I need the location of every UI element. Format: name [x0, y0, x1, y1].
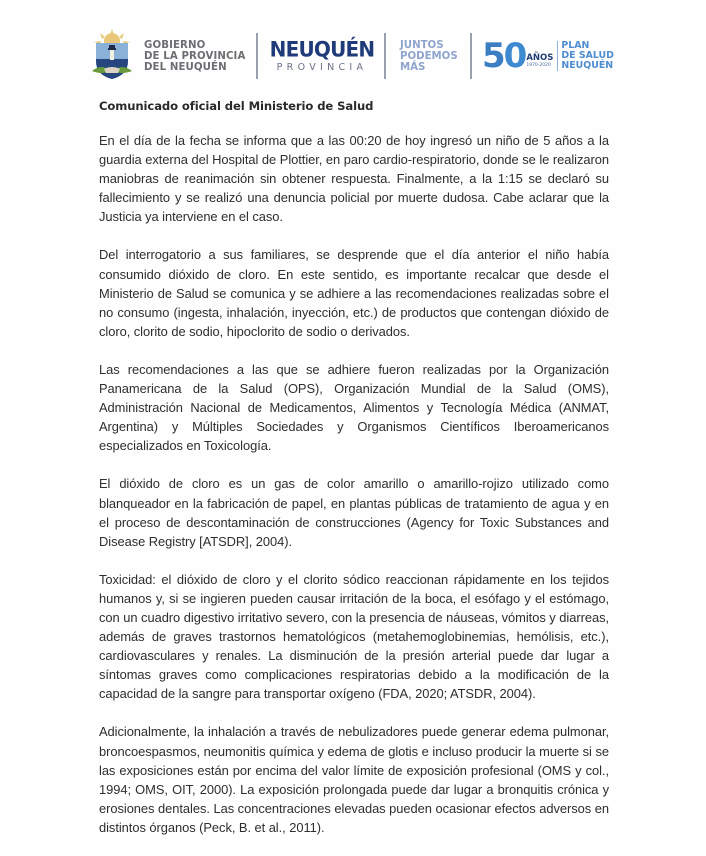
- document-title: Comunicado oficial del Ministerio de Salud: [99, 99, 374, 113]
- fifty-number: [482, 36, 526, 76]
- anniversary-logo: [482, 36, 614, 76]
- paragraph-recommendations: Las recomendaciones a las que se adhiere fueron realizadas por la Organización Panamericana de la Salud (OPS), Organización Mundial de la Salud (OMS), Administración Nacional de Medicamentos, Alimentos y Tecnología Médica (ANMAT, Argentina) y Múltiples Sociedades y Organismos Científicos Iberoamericanos especializados en Toxicología.: [99, 361, 609, 454]
- neuquen-logo: [264, 35, 380, 74]
- plan-line-2: DE SALUD: [561, 50, 614, 61]
- digit-zero: 0: [503, 36, 526, 76]
- paragraph-inhalation: Adicionalmente, la inhalación a través de nebulizadores puede generar edema pulmonar, broncoespasmos, neumonitis química y edema de glotis e incluso producir la muerte si se las exposiciones están por encima del valor límite de exposición profesional (OMS y col., 1994; OMS, OIT, 2000). La exposición prolongada puede dar lugar a bronquitis crónica y erosiones dentales. Las concentraciones elevadas pueden ocasionar efectos adversos en distintos órganos (Peck, B. et al., 2011).: [99, 724, 609, 835]
- slogan-line-1: JUNTOS: [400, 39, 444, 51]
- anos-block: [526, 54, 553, 69]
- logo-divider: [256, 33, 258, 79]
- provincia-label: PROVINCIA: [276, 61, 368, 73]
- slogan: [400, 40, 466, 73]
- years-range: 1970-2020: [526, 62, 551, 68]
- gov-line-1: GOBIERNO: [144, 39, 206, 51]
- coat-of-arms-icon: [88, 29, 136, 83]
- plan-line-1: PLAN: [561, 40, 590, 51]
- gov-line-2: DE LA PROVINCIA: [144, 50, 246, 62]
- letterhead: [88, 28, 614, 84]
- slogan-line-2: PODEMOS: [400, 50, 458, 62]
- gov-line-3: DEL NEUQUÉN: [144, 61, 227, 73]
- anos-label: AÑOS: [526, 52, 554, 63]
- logo-divider: [384, 33, 386, 79]
- paragraph-chlorine-dioxide: El dióxido de cloro es un gas de color amarillo o amarillo-rojizo utilizado como blanqueador en la fabricación de papel, en plantas públicas de tratamiento de agua y en el proceso de descontaminación de construcciones (Agency for Toxic Substances and Disease Registry [ATSDR], 2004).: [99, 476, 609, 549]
- plan-salud-label: [557, 41, 614, 71]
- neuquen-wordmark: NEUQUÉN: [269, 35, 375, 62]
- paragraph-family-interview: Del interrogatorio a sus familiares, se desprende que el día anterior el niño había consumido dióxido de cloro. En este sentido, es importante recalcar que desde el Ministerio de Salud se comunica y se adhiere a las recomendaciones realizadas sobre el no consumo (ingesta, inhalación, inyección, etc.) de productos que contengan dióxido de cloro, clorito de sodio, hipoclorito de sodio o derivados.: [99, 247, 609, 339]
- logo-divider: [470, 33, 472, 79]
- digit-five: 5: [482, 36, 504, 76]
- document-body: [99, 99, 609, 856]
- paragraph-toxicity: Toxicidad: el dióxido de cloro y el clorito sódico reaccionan rápidamente en los tejidos humanos y, si se ingieren pueden causar irritación de la boca, el esófago y el estómago, con un cuadro digestivo irritativo severo, con la presencia de náuseas, vómitos y diarreas, además de graves trastornos hematológicos (metahemoglobinemias, hemólisis, etc.), cardiovasculares y renales. La disminución de la presión arterial puede dar lugar a síntomas graves como complicaciones respiratorias debido a la modificación de la capacidad de la sangre para transportar oxígeno (FDA, 2020; ATSDR, 2004).: [99, 571, 609, 702]
- government-name: [144, 40, 252, 73]
- slogan-line-3: MÁS: [400, 61, 426, 73]
- plan-line-3: NEUQUÉN: [561, 60, 614, 71]
- paragraph-incident: En el día de la fecha se informa que a las 00:20 de hoy ingresó un niño de 5 años a la guardia externa del Hospital de Plottier, en paro cardio-respiratorio, donde se le realizaron maniobras de reanimación sin obtener respuesta. Finalmente, a la 1:15 se declaró su fallecimiento y se realizó una denuncia policial por muerte dudosa. Cabe aclarar que la Justicia ya interviene en el caso.: [99, 133, 609, 225]
